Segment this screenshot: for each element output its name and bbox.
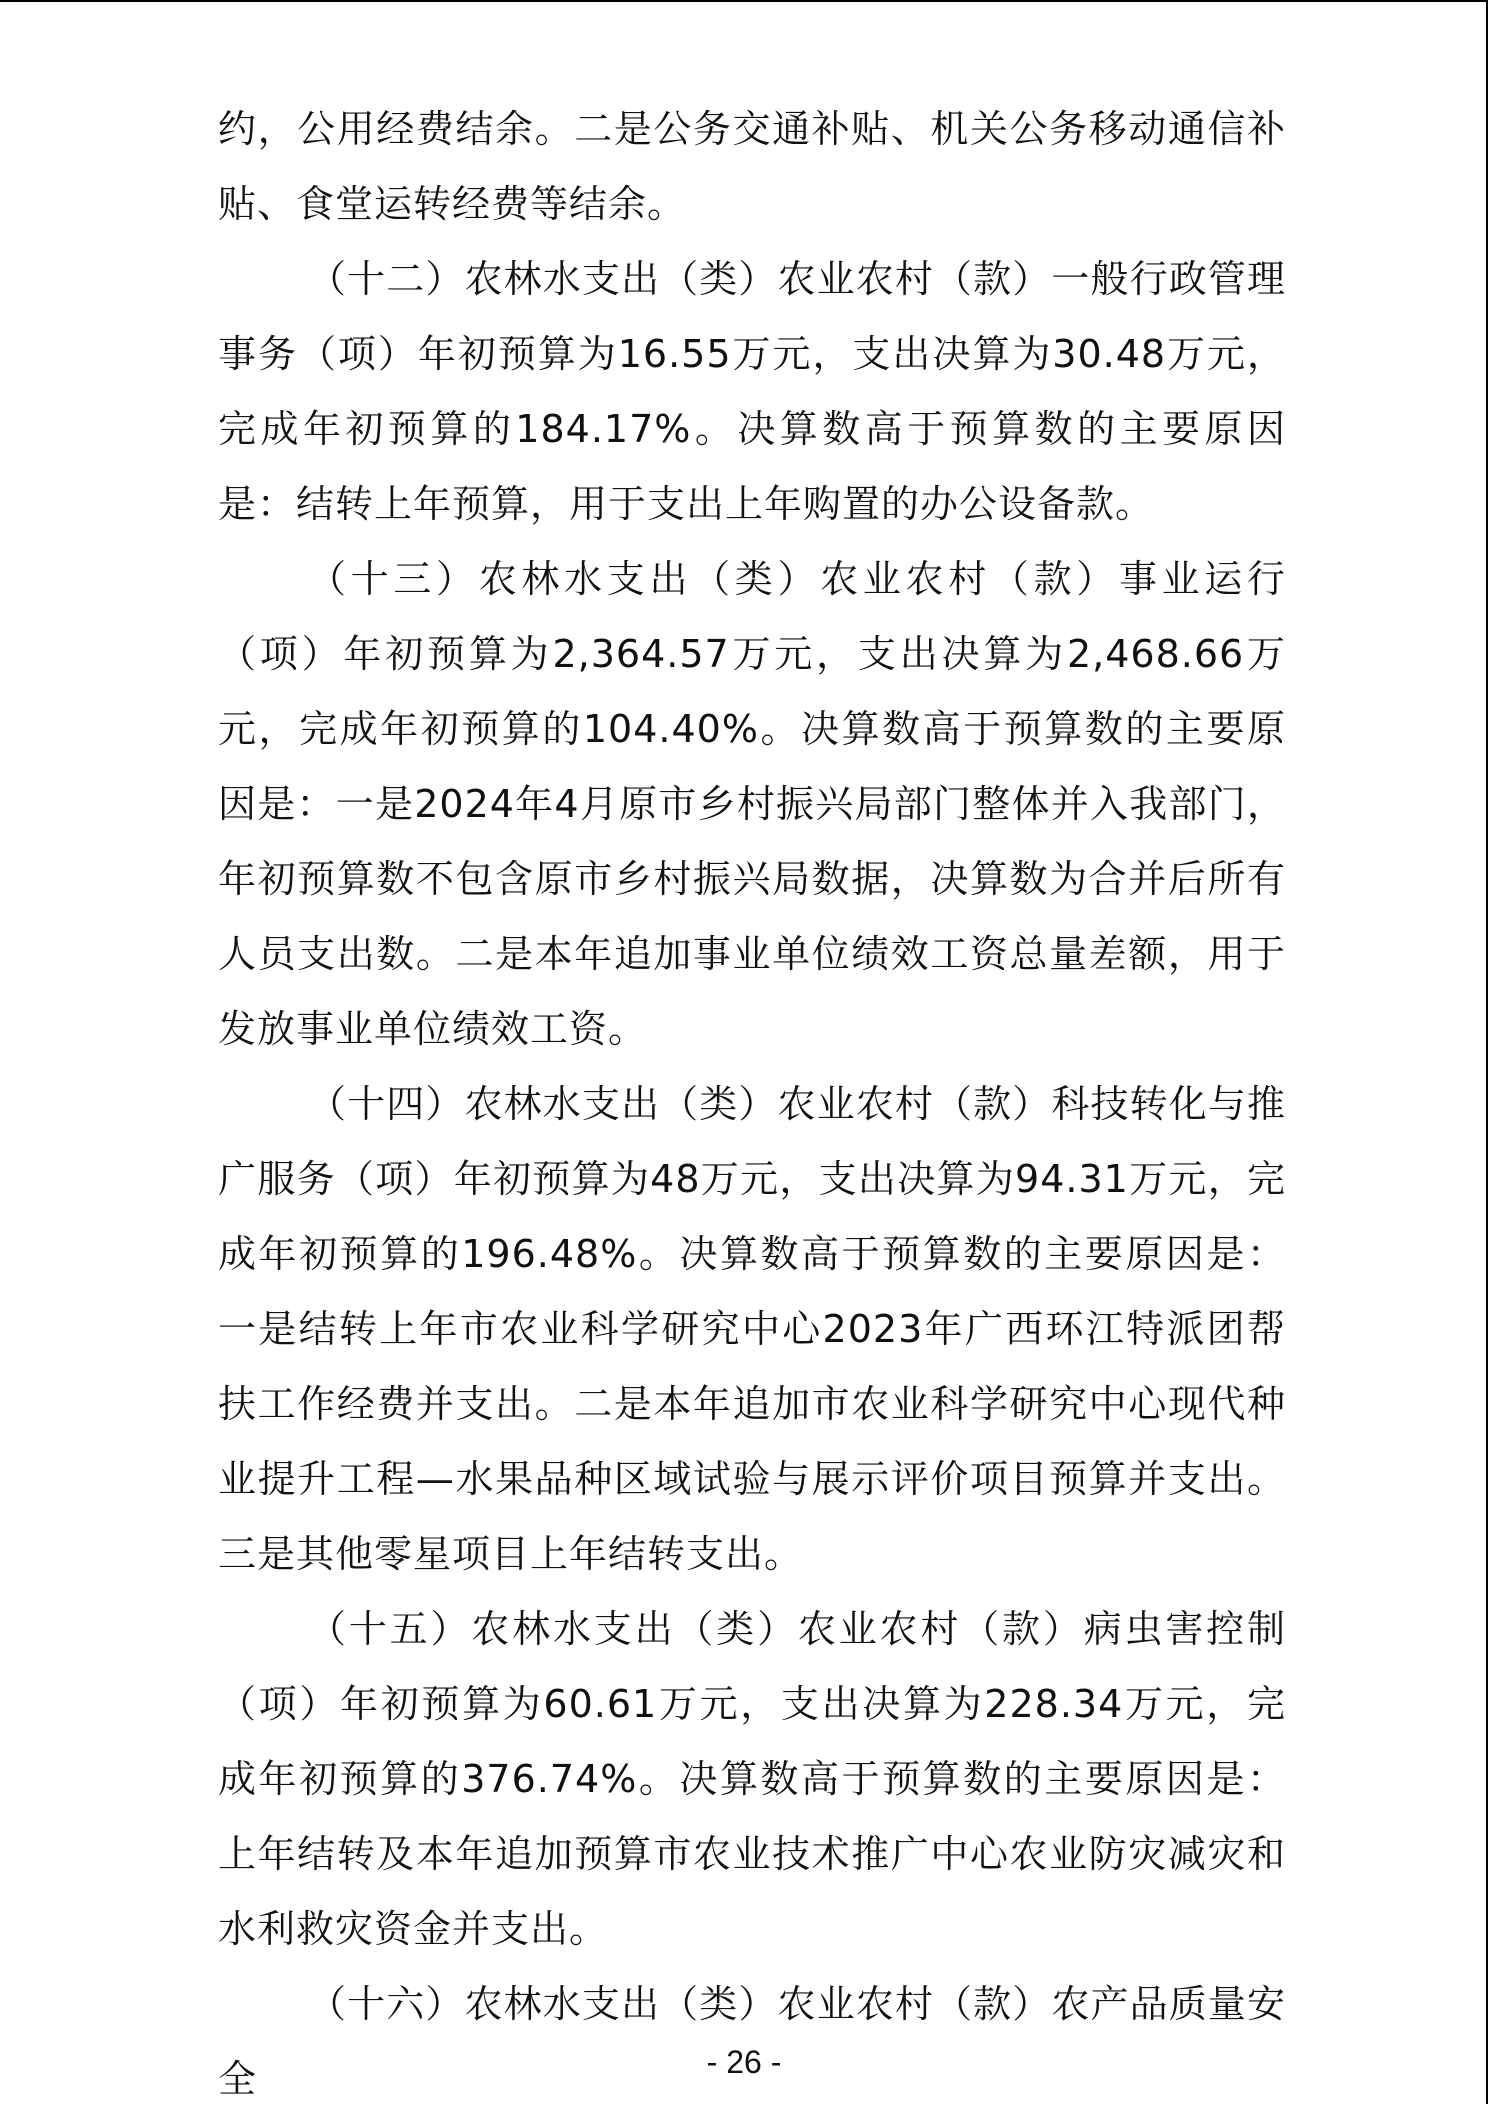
paragraph-item-12: （十二）农林水支出（类）农业农村（款）一般行政管理事务（项）年初预算为16.55万元，支出决算为30.48万元，完成年初预算的184.17%。决算数高于预算数的主要原因是：结转上年预算，用于支出上年购置的办公设备款。 <box>218 257 1286 526</box>
paragraph-item-13: （十三）农林水支出（类）农业农村（款）事业运行（项）年初预算为2,364.57万元，支出决算为2,468.66万元，完成年初预算的104.40%。决算数高于预算数的主要原因是：一是2024年4月原市乡村振兴局部门整体并入我部门，年初预算数不包含原市乡村振兴局数据，决算数为合并后所有人员支出数。二是本年追加事业单位绩效工资总量差额，用于发放事业单位绩效工资。 <box>218 557 1286 1051</box>
paragraph-item-14: （十四）农林水支出（类）农业农村（款）科技转化与推广服务（项）年初预算为48万元，支出决算为94.31万元，完成年初预算的196.48%。决算数高于预算数的主要原因是：一是结转上年市农业科学研究中心2023年广西环江特派团帮扶工作经费并支出。二是本年追加市农业科学研究中心现代种业提升工程—水果品种区域试验与展示评价项目预算并支出。三是其他零星项目上年结转支出。 <box>218 1082 1286 1576</box>
paragraph-continuation: 约，公用经费结余。二是公务交通补贴、机关公务移动通信补贴、食堂运转经费等结余。 <box>218 107 1286 226</box>
paragraph-item-15: （十五）农林水支出（类）农业农村（款）病虫害控制（项）年初预算为60.61万元，支出决算为228.34万元，完成年初预算的376.74%。决算数高于预算数的主要原因是：上年结转及本年追加预算市农业技术推广中心农业防灾减灾和水利救灾资金并支出。 <box>218 1607 1286 1951</box>
paragraph-item-16: （十六）农林水支出（类）农业农村（款）农产品质量安全 <box>218 1982 1286 2101</box>
document-body <box>218 92 1286 2117</box>
page-number: - 26 - <box>706 2044 782 2080</box>
page-top-border <box>0 0 1488 2</box>
